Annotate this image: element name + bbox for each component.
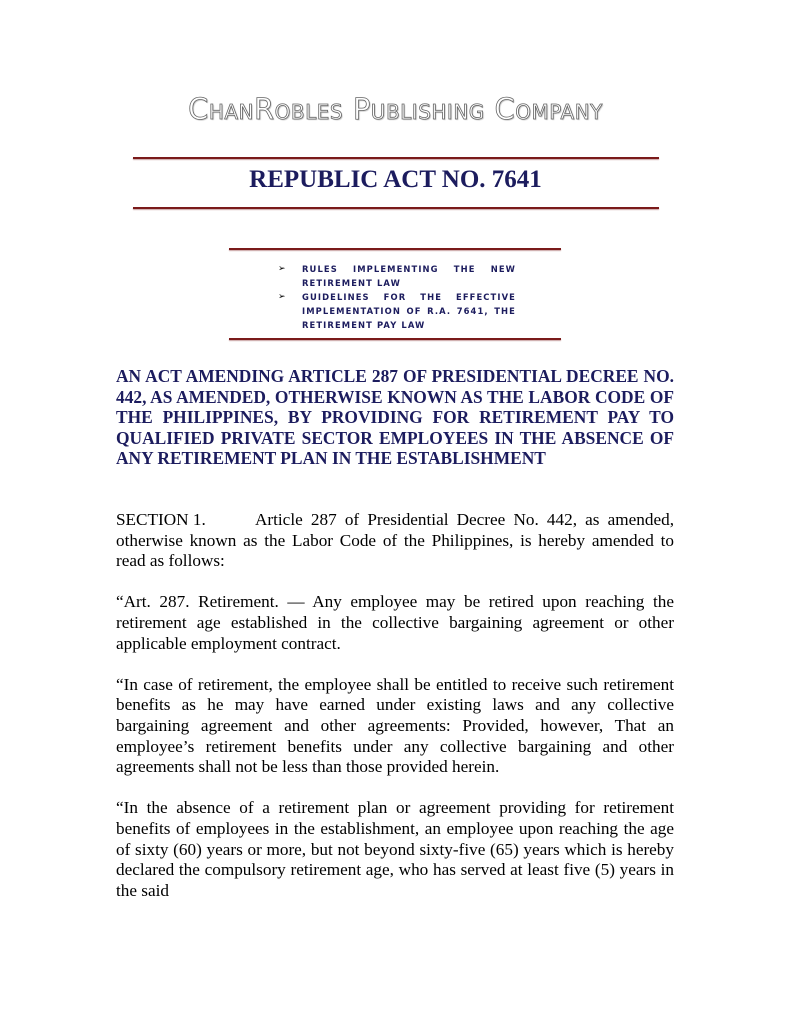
arrow-bullet-icon: ➢ <box>278 292 287 302</box>
links-box-top-divider <box>229 248 561 250</box>
link-effective-guidelines[interactable] <box>276 290 516 332</box>
arrow-bullet-icon: ➢ <box>278 264 287 274</box>
top-divider <box>133 157 659 159</box>
section-1-paragraph <box>116 510 674 572</box>
document-body <box>116 510 674 922</box>
link-implementing-rules-label: RULES IMPLEMENTING THE NEW RETIREMENT LAW <box>302 264 516 288</box>
publisher-heading: ChanRobles Publishing Company <box>188 92 603 126</box>
links-box-bottom-divider <box>229 338 561 340</box>
link-implementing-rules[interactable] <box>276 262 516 290</box>
title-divider <box>133 207 659 209</box>
body-paragraph-1: “Art. 287. Retirement. — Any employee may be retired upon reaching the retirement age established in the collective bargaining agreement or other applicable employment contract. <box>116 592 674 653</box>
act-long-title: AN ACT AMENDING ARTICLE 287 OF PRESIDENTIAL DECREE NO. 442, AS AMENDED, OTHERWISE KNOWN AS THE LABOR CODE OF THE PHILIPPINES, BY PROVIDING FOR RETIREMENT PAY TO QUALIFIED PRIVATE SECTOR EMPLOYEES IN THE ABSENCE OF ANY RETIREMENT PLAN IN THE ESTABLISHMENT <box>116 366 674 469</box>
body-paragraph-2: “In case of retirement, the employee shall be entitled to receive such retirement benefits as he may have earned under existing laws and any collective bargaining agreement and other agreements: Provided, however, That an employee’s retirement benefits under any collective bargaining and other agreements shall not be less than those provided herein. <box>116 674 674 777</box>
link-effective-guidelines-label: GUIDELINES FOR THE EFFECTIVE IMPLEMENTATION OF R.A. 7641, THE RETIREMENT PAY LAW <box>302 292 516 330</box>
act-title: REPUBLIC ACT NO. 7641 <box>249 166 542 193</box>
section-label: SECTION 1. <box>116 510 206 529</box>
body-paragraph-3: “In the absence of a retirement plan or agreement providing for retirement benefits of employees in the establishment, an employee upon reaching the age of sixty (60) years or more, but not beyond sixty-five (65) years which is hereby declared the compulsory retirement age, who has served at least five (5) years in the said <box>116 798 674 900</box>
section-text: Article 287 of Presidential Decree No. 442, as amended, otherwise known as the Labor Code of the Philippines, is hereby amended to read as follows: <box>116 510 674 571</box>
related-links-list <box>276 262 516 332</box>
